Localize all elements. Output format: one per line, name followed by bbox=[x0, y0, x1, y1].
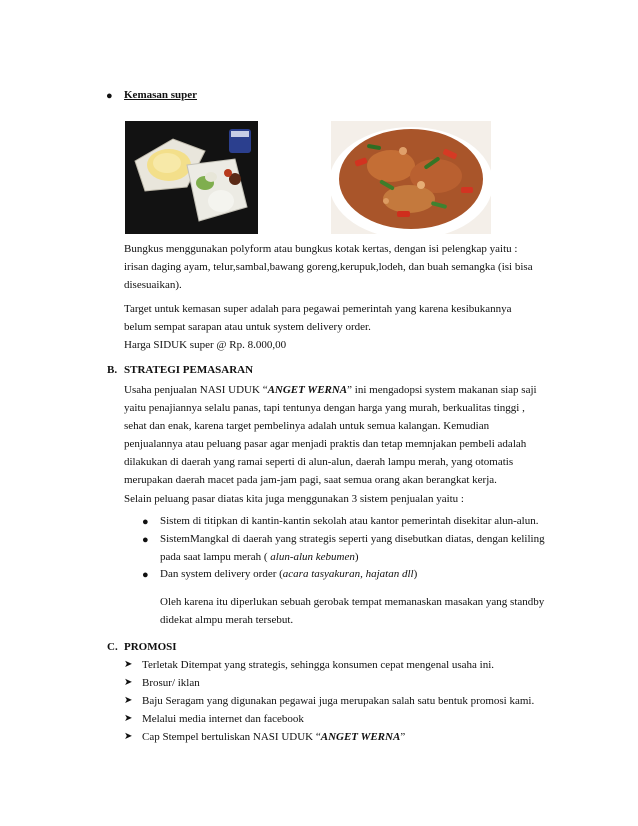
section-c-title: PROMOSI bbox=[124, 641, 177, 653]
arrow-bullet-icon: ➤ bbox=[124, 677, 133, 688]
bullet-dot-icon: ● bbox=[142, 569, 149, 581]
arrow-bullet-icon: ➤ bbox=[124, 695, 133, 706]
arrow-bullet-icon: ➤ bbox=[124, 659, 133, 670]
kemasan-paragraph-1: Bungkus menggunakan polyform atau bungkus kotak kertas, dengan isi pelengkap yaitu : irisan daging ayam, telur,sambal,bawang goreng,kerupuk,lodeh, dan buah semangka (isi bisa disesuaikan). bbox=[124, 243, 533, 291]
bullet-dot-icon: ● bbox=[142, 516, 149, 528]
section-b-title: STRATEGI PEMASARAN bbox=[124, 364, 254, 376]
promosi-item-1: Terletak Ditempat yang strategis, sehingga konsumen cepat mengenal usaha ini. bbox=[142, 659, 495, 671]
arrow-bullet-icon: ➤ bbox=[124, 713, 133, 724]
kemasan-heading: Kemasan super bbox=[124, 89, 198, 101]
section-b-letter: B. bbox=[107, 364, 118, 376]
kemasan-paragraph-2: Target untuk kemasan super adalah para pegawai pemerintah yang karena kesibukannya belum sempat sarapan atau untuk system delivery order. Harga SIDUK super @ Rp. 8.000,00 bbox=[124, 303, 512, 351]
bullet-dot-icon: ● bbox=[106, 90, 113, 102]
sales-system-item-2: SistemMangkal di daerah yang strategis seperti yang disebutkan diatas, dengan keliling pada saat lampu merah ( alun-alun kebumen) bbox=[160, 533, 545, 563]
kemasan-box-photo bbox=[125, 121, 258, 234]
section-b-closing: Oleh karena itu diperlukan sebuah gerobak tempat memanaskan masakan yang standby didekat almpu merah tersebut. bbox=[160, 596, 545, 626]
section-c-letter: C. bbox=[107, 641, 118, 653]
section-b-paragraph-2: Selain peluang pasar diatas kita juga menggunakan 3 sistem penjualan yaitu : bbox=[124, 493, 464, 505]
promosi-item-3: Baju Seragam yang digunakan pegawai juga merupakan salah satu bentuk promosi kami. bbox=[142, 695, 535, 707]
sales-system-item-1: Sistem di titipkan di kantin-kantin sekolah atau kantor pemerintah disekitar alun-alun. bbox=[160, 515, 539, 527]
kemasan-dish-photo bbox=[331, 121, 491, 234]
arrow-bullet-icon: ➤ bbox=[124, 731, 133, 742]
sales-system-item-3: Dan system delivery order (acara tasyakuran, hajatan dll) bbox=[160, 568, 418, 580]
bullet-dot-icon: ● bbox=[142, 534, 149, 546]
promosi-item-4: Melalui media internet dan facebook bbox=[142, 713, 304, 725]
section-b-paragraph-1: Usaha penjualan NASI UDUK “ANGET WERNA” ini mengadopsi system makanan siap saji yaitu penajiannya selalu panas, tapi tentunya dengan harga yang murah, berkualitas tinggi , sehat dan enak, karena target pembelinya adalah untuk semua kalangan. Kemudian penjualannya atau peluang pasar agar menjadi praktis dan tetap memnjakan pembeli adalah dilakukan di daerah yang ramai seperti di alun-alun, daerah lampu merah, yang otomatis merupakan daerah macet pada jam-jam pagi, saat semua orang akan berangkat kerja. bbox=[124, 384, 537, 486]
promosi-item-2: Brosur/ iklan bbox=[142, 677, 200, 689]
promosi-item-5: Cap Stempel bertuliskan NASI UDUK “ANGET WERNA” bbox=[142, 731, 406, 743]
